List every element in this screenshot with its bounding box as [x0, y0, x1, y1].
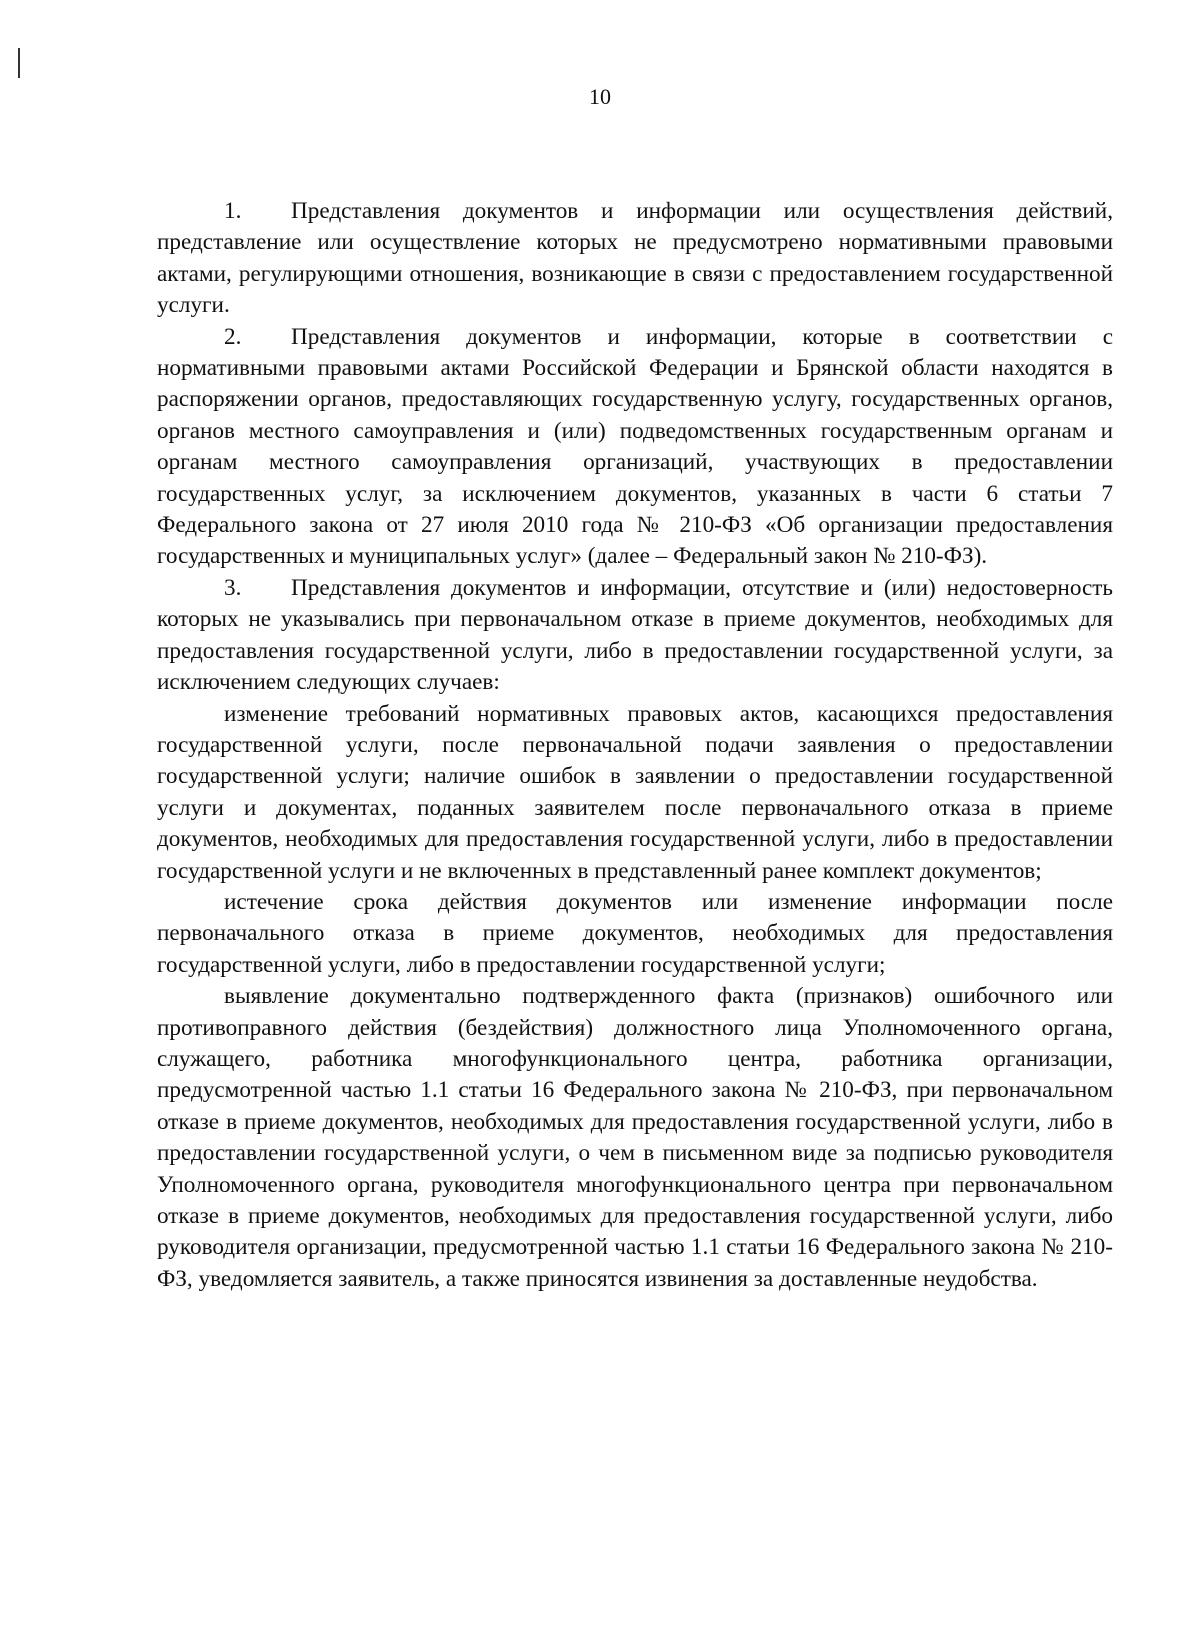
exception-case-1: изменение требований нормативных правовых актов, касающихся предоставления государственной услуги, после первоначальной подачи заявления о предоставлении государственной услуги; наличие ошибок в заявлении о предоставлении государственной услуги и документах, поданных заявителем после первоначального отказа в приеме документов, необходимых для предоставления государственной услуги, либо в предоставлении государственной услуги и не включенных в представленный ранее комплект документов;	[157, 700, 1113, 884]
paragraph-text: Представления документов и информации, которые в соответствии с нормативными правовыми актами Российской Федерации и Брянской области находятся в распоряжении органов, предоставляющих государственную услугу, государственных органов, органов местного самоуправления и (или) подведомственных государственным органам и органам местного самоуправления организаций, участвующих в предоставлении государственных услуг, за исключением документов, указанных в части 6 статьи 7 Федерального закона от 27 июля 2010 года № 210-ФЗ «Об организации предоставления государственных и муниципальных услуг» (далее – Федеральный закон № 210-ФЗ).	[157, 323, 1113, 570]
paragraph-text: Представления документов и информации или осуществления действий, представление или осуществление которых не предусмотрено нормативными правовыми актами, регулирующими отношения, возникающие в связи с предоставлением государственной услуги.	[157, 198, 1113, 319]
paragraph-text: Представления документов и информации, отсутствие и (или) недостоверность которых не указывались при первоначальном отказе в приеме документов, необходимых для предоставления государственной услуги, либо в предоставлении государственной услуги, за исключением следующих случаев:	[157, 574, 1113, 696]
page-number: 10	[589, 84, 611, 109]
paragraph-number: 3.	[224, 574, 242, 601]
numbered-paragraph-2	[157, 322, 1113, 573]
exception-case-3: выявление документально подтвержденного факта (признаков) ошибочного или противоправного действия (бездействия) должностного лица Уполномоченного органа, служащего, работника многофункционального центра, работника организации, предусмотренной частью 1.1 статьи 16 Федерального закона № 210-ФЗ, при первоначальном отказе в приеме документов, необходимых для предоставления государственной услуги, либо в предоставлении государственной услуги, о чем в письменном виде за подписью руководителя Уполномоченного органа, руководителя многофункционального центра при первоначальном отказе в приеме документов, необходимых для предоставления государственной услуги, либо руководителя организации, предусмотренной частью 1.1 статьи 16 Федерального закона № 210-ФЗ, уведомляется заявитель, а также приносятся извинения за доставленные неудобства.	[157, 983, 1113, 1292]
numbered-paragraph-1	[157, 196, 1113, 322]
scan-edge-mark	[18, 48, 20, 78]
document-body	[157, 196, 1113, 1295]
exception-case-2: истечение срока действия документов или изменение информации после первоначального отказа в приеме документов, необходимых для предоставления государственной услуги, либо в предоставлении государственной услуги;	[157, 888, 1113, 978]
paragraph-number: 2.	[224, 323, 242, 350]
numbered-paragraph-3	[157, 573, 1113, 699]
paragraph-number: 1.	[224, 198, 242, 224]
